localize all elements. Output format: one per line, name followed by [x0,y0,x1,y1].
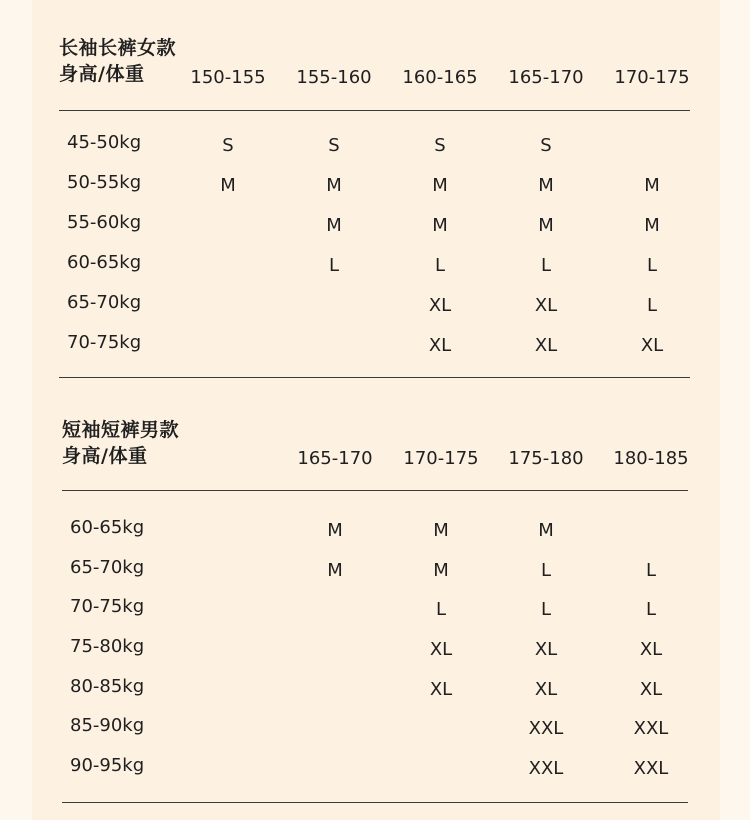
size-cell: M [327,560,343,581]
size-cell: XL [428,335,452,356]
size-cell: L [646,255,658,276]
size-cell: XXL [528,758,564,779]
size-cell: L [540,599,552,620]
men-height-header: 170-175 [403,448,479,469]
women-weight-label: 45-50kg [67,132,142,153]
women-height-header: 165-170 [508,67,584,88]
women-header-divider [59,110,690,111]
size-cell: M [538,215,554,236]
size-cell: L [540,560,552,581]
size-cell: L [645,599,657,620]
men-row-header: 身高/体重 [62,445,148,467]
women-bottom-divider [59,377,690,378]
men-height-header: 165-170 [297,448,373,469]
size-cell: M [220,175,236,196]
size-cell: L [435,599,447,620]
size-cell: M [538,175,554,196]
size-cell: M [433,560,449,581]
size-cell: XXL [633,718,669,739]
size-cell: M [433,520,449,541]
size-cell: S [540,135,552,156]
size-chart-panel [32,0,720,820]
women-table-title: 长袖长裤女款 [59,37,177,59]
men-height-header: 180-185 [613,448,689,469]
size-cell: XXL [528,718,564,739]
men-height-header: 175-180 [508,448,584,469]
size-cell: XL [429,679,453,700]
size-cell: XL [534,679,558,700]
women-weight-label: 50-55kg [67,172,142,193]
size-cell: M [326,215,342,236]
size-cell: M [432,215,448,236]
men-bottom-divider [62,802,688,803]
size-cell: XXL [633,758,669,779]
size-cell: L [540,255,552,276]
size-cell: L [434,255,446,276]
size-cell: M [644,175,660,196]
size-cell: S [222,135,234,156]
women-height-header: 155-160 [296,67,372,88]
size-cell: L [646,295,658,316]
size-cell: XL [429,639,453,660]
size-cell: M [644,215,660,236]
men-weight-label: 90-95kg [70,755,145,776]
size-cell: M [326,175,342,196]
size-cell: XL [534,295,558,316]
size-cell: L [645,560,657,581]
size-cell: M [538,520,554,541]
women-weight-label: 65-70kg [67,292,142,313]
size-cell: S [328,135,340,156]
women-weight-label: 70-75kg [67,332,142,353]
men-weight-label: 80-85kg [70,676,145,697]
size-cell: XL [428,295,452,316]
men-weight-label: 65-70kg [70,557,145,578]
women-height-header: 160-165 [402,67,478,88]
men-weight-label: 85-90kg [70,715,145,736]
size-cell: XL [534,639,558,660]
size-cell: S [434,135,446,156]
size-cell: M [432,175,448,196]
size-cell: L [328,255,340,276]
women-row-header: 身高/体重 [59,63,145,85]
size-cell: XL [534,335,558,356]
men-weight-label: 70-75kg [70,596,145,617]
women-weight-label: 55-60kg [67,212,142,233]
men-table-title: 短袖短裤男款 [62,419,180,441]
men-header-divider [62,490,688,491]
size-cell: XL [639,679,663,700]
size-cell: XL [640,335,664,356]
men-weight-label: 60-65kg [70,517,145,538]
women-weight-label: 60-65kg [67,252,142,273]
women-height-header: 170-175 [614,67,690,88]
size-cell: M [327,520,343,541]
women-height-header: 150-155 [190,67,266,88]
men-weight-label: 75-80kg [70,636,145,657]
size-cell: XL [639,639,663,660]
